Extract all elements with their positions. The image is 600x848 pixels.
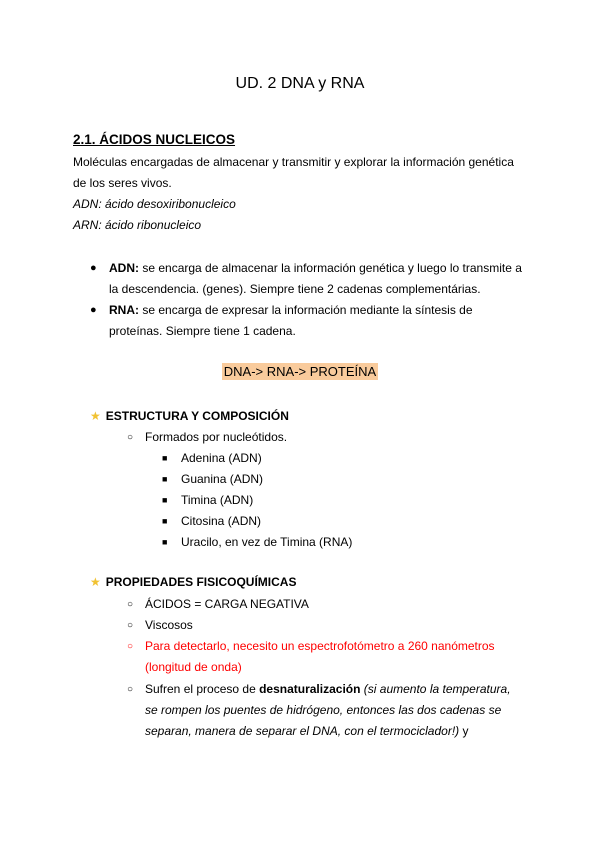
bullet-term: ADN: — [109, 261, 139, 275]
flow-highlight: DNA-> RNA-> PROTEÍNA — [223, 364, 377, 379]
bullet-term: RNA: — [109, 303, 139, 317]
bold-term: desnaturalización — [259, 682, 361, 696]
bullet-text-continued: la descendencia. (genes). Siempre tiene 2 cadenas complementárias. — [109, 282, 481, 296]
page-title: UD. 2 DNA y RNA — [235, 75, 365, 92]
text-prefix: Sufren el proceso de — [145, 682, 260, 696]
section-heading: 2.1. ÁCIDOS NUCLEICOS — [73, 132, 236, 147]
propiedades-text — [145, 679, 511, 700]
square-bullet-icon: ■ — [162, 453, 168, 463]
list-item-adn — [90, 258, 540, 300]
circle-bullet-icon: ○ — [127, 432, 134, 443]
square-bullet-icon: ■ — [162, 495, 168, 505]
bullet-dot-icon: ● — [90, 262, 97, 274]
nucleic-acid-bullet-list — [90, 258, 540, 342]
square-bullet-icon: ■ — [162, 474, 168, 484]
estructura-sub-text: Formados por nucleótidos. — [145, 430, 288, 444]
propiedades-heading: PROPIEDADES FISICOQUÍMICAS — [105, 575, 297, 589]
propiedades-text-continued — [145, 721, 535, 742]
base-text: Timina (ADN) — [181, 493, 254, 507]
bullet-dot-icon: ● — [90, 304, 97, 316]
base-text: Uracilo, en vez de Timina (RNA) — [181, 535, 353, 549]
propiedades-text: Para detectarlo, necesito un espectrofotómetro a 260 nanómetros — [145, 639, 495, 653]
star-icon: ★ — [90, 575, 101, 589]
square-bullet-icon: ■ — [162, 537, 168, 547]
circle-bullet-icon: ○ — [127, 684, 134, 695]
bullet-text-continued: proteínas. Siempre tiene 1 cadena. — [109, 324, 296, 338]
base-text: Citosina (ADN) — [181, 514, 262, 528]
base-text: Adenina (ADN) — [181, 451, 262, 465]
circle-bullet-icon: ○ — [127, 599, 134, 610]
base-text: Guanina (ADN) — [181, 472, 264, 486]
star-icon: ★ — [90, 409, 101, 423]
circle-bullet-icon: ○ — [127, 641, 134, 652]
italic-text: separan, manera de separar el DNA, con el termociclador!) — [145, 724, 460, 738]
italic-text: (si aumento la temperatura, — [360, 682, 511, 696]
estructura-heading-row — [90, 406, 289, 426]
bullet-text: se encarga de expresar la información mediante la síntesis de — [139, 303, 473, 317]
text-tail: y — [459, 724, 469, 738]
propiedades-text: ÁCIDOS = CARGA NEGATIVA — [145, 597, 309, 611]
list-item-rna — [90, 300, 540, 342]
intro-line-2: de los seres vivos. — [73, 176, 172, 190]
circle-bullet-icon: ○ — [127, 620, 134, 631]
adn-definition: ADN: ácido desoxiribonucleico — [73, 197, 236, 211]
estructura-heading: ESTRUCTURA Y COMPOSICIÓN — [105, 409, 289, 423]
flow-line — [0, 362, 600, 382]
bullet-text: se encarga de almacenar la información genética y luego lo transmite a — [139, 261, 522, 275]
propiedades-text-continued: se rompen los puentes de hidrógeno, entonces las dos cadenas se — [145, 703, 502, 717]
arn-definition: ARN: ácido ribonucleico — [73, 218, 202, 232]
square-bullet-icon: ■ — [162, 516, 168, 526]
intro-line-1: Moléculas encargadas de almacenar y transmitir y explorar la información genética — [73, 155, 514, 169]
propiedades-heading-row — [90, 572, 296, 592]
propiedades-text-continued: (longitud de onda) — [145, 660, 242, 674]
propiedades-text: Viscosos — [145, 618, 193, 632]
